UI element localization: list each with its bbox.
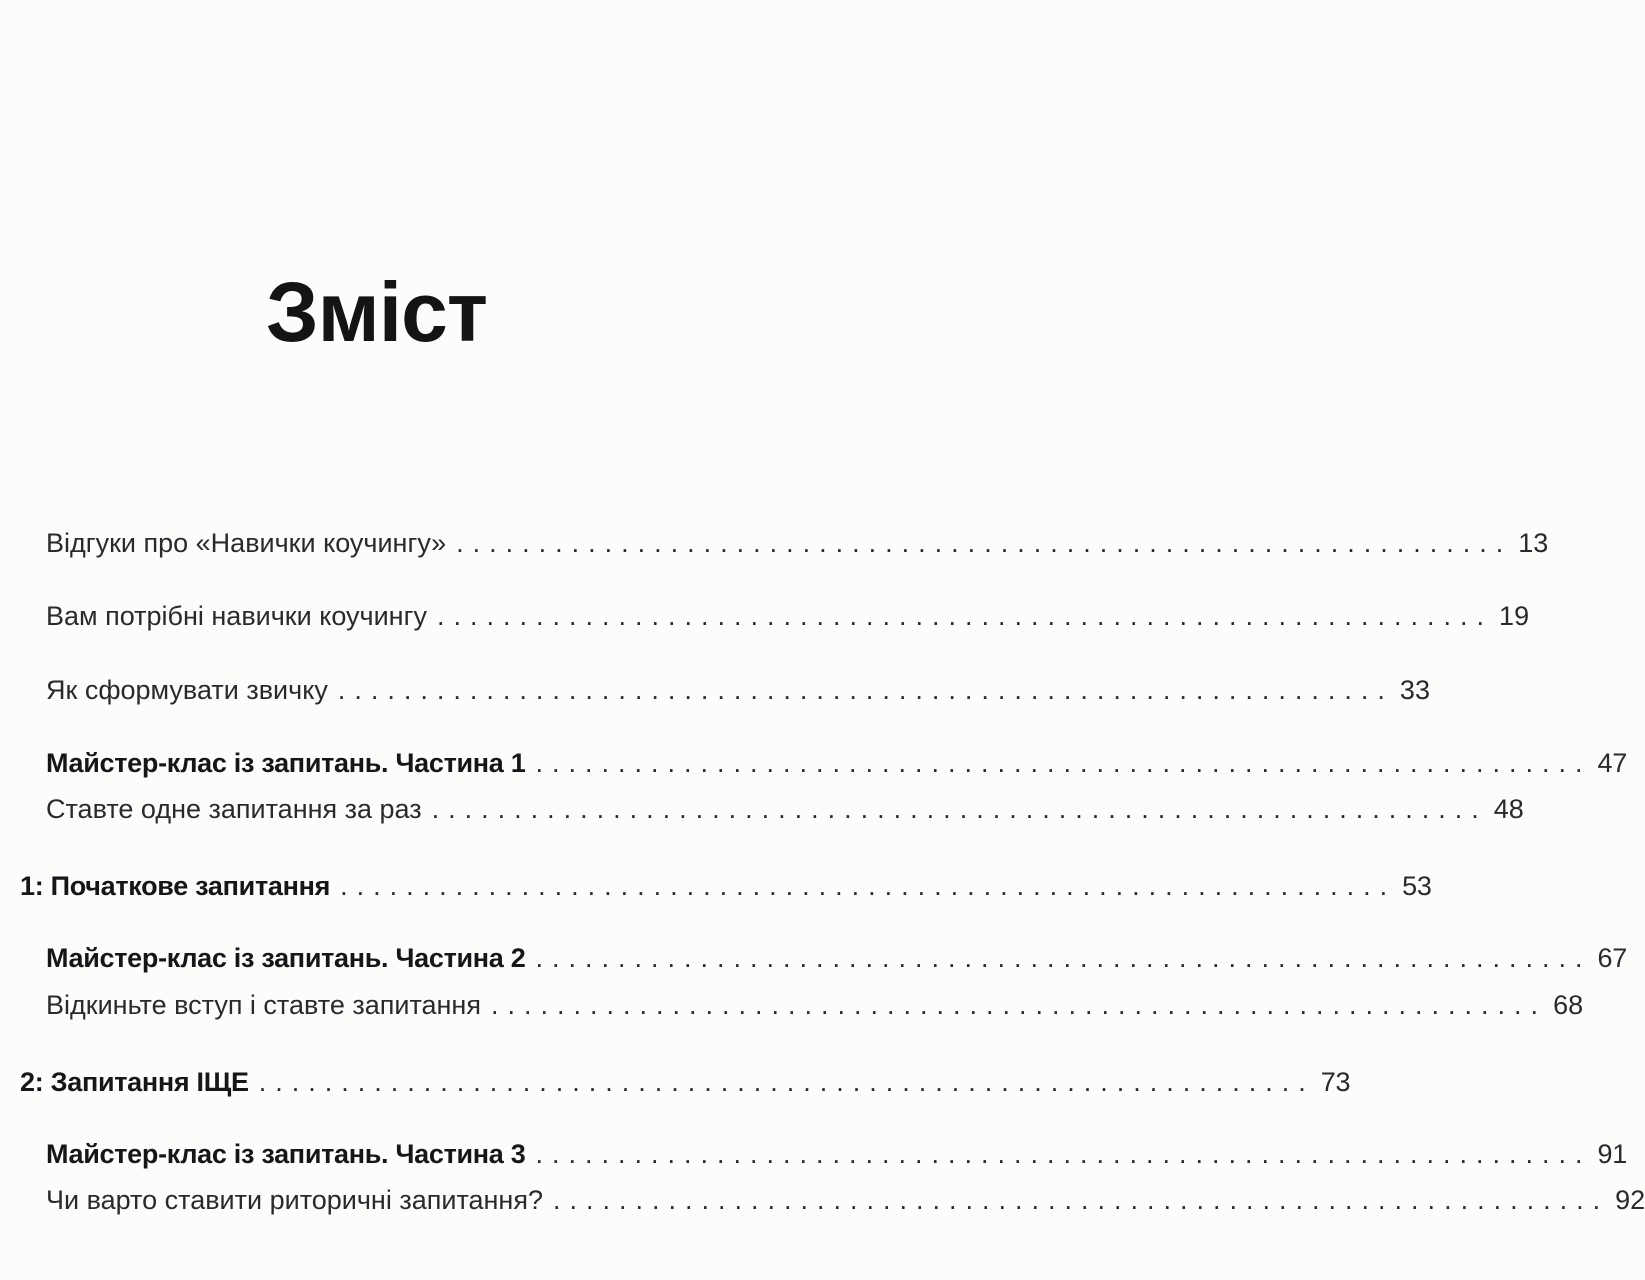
toc-entry-title: Відкиньте вступ і ставте запитання	[46, 990, 481, 1020]
toc-entry-why-coaching[interactable]	[46, 593, 1530, 633]
toc-page-number: 91	[1597, 1139, 1627, 1169]
toc-page-number: 68	[1553, 990, 1584, 1020]
toc-leader-dots: ................................................................	[535, 943, 1592, 973]
toc-entry-masterclass-1[interactable]	[46, 740, 1627, 780]
toc-page-number: 13	[1518, 528, 1549, 558]
toc-entry-title: Майстер-клас із запитань. Частина 2	[46, 943, 526, 973]
toc-entry-title: Ставте одне запитання за раз	[46, 794, 422, 824]
toc-leader-dots: ................................................................	[436, 601, 1494, 631]
toc-page-number: 48	[1493, 794, 1524, 824]
toc-leader-dots: ................................................................	[535, 1139, 1592, 1169]
toc-entry-title: Відгуки про «Навички коучингу»	[46, 528, 447, 558]
page-title: Зміст	[266, 265, 487, 359]
toc-entry-title: Майстер-клас із запитань. Частина 1	[46, 748, 526, 778]
toc-entry-masterclass-2[interactable]	[46, 935, 1627, 975]
toc-page-number: 92	[1615, 1185, 1645, 1215]
toc-page-number: 73	[1320, 1067, 1351, 1097]
toc-page-number: 19	[1499, 601, 1530, 631]
toc-leader-dots: ................................................................	[535, 748, 1592, 778]
toc-entry-rhetorical[interactable]	[46, 1177, 1645, 1217]
toc-entry-title: 2: Запитання ІЩЕ	[20, 1067, 249, 1097]
toc-entry-drop-intro[interactable]	[46, 982, 1584, 1022]
toc-page-number: 67	[1597, 943, 1627, 973]
toc-entry-one-question[interactable]	[46, 786, 1524, 826]
toc-leader-dots: ................................................................	[258, 1067, 1315, 1097]
toc-leader-dots: ................................................................	[431, 794, 1488, 824]
toc-page-number: 53	[1402, 871, 1432, 901]
toc-entry-title: Чи варто ставити риторичні запитання?	[46, 1185, 543, 1215]
toc-entry-chapter-1[interactable]	[20, 863, 1432, 903]
toc-leader-dots: ................................................................	[337, 675, 1394, 705]
toc-leader-dots: ................................................................	[490, 990, 1548, 1020]
toc-leader-dots: ................................................................	[456, 528, 1513, 558]
toc-leader-dots: ................................................................	[552, 1185, 1610, 1215]
toc-entry-chapter-2[interactable]	[20, 1059, 1351, 1099]
toc-entry-masterclass-3[interactable]	[46, 1131, 1627, 1171]
toc-page-number: 47	[1597, 748, 1627, 778]
toc-entry-habit[interactable]	[46, 667, 1430, 707]
toc-leader-dots: ................................................................	[340, 871, 1397, 901]
toc-entry-title: Майстер-клас із запитань. Частина 3	[46, 1139, 526, 1169]
toc-entry-title: Як сформувати звичку	[46, 675, 328, 705]
toc-entry-reviews[interactable]	[46, 520, 1549, 560]
toc-entry-title: 1: Початкове запитання	[20, 871, 331, 901]
toc-entry-title: Вам потрібні навички коучингу	[46, 601, 427, 631]
toc-page-number: 33	[1399, 675, 1430, 705]
